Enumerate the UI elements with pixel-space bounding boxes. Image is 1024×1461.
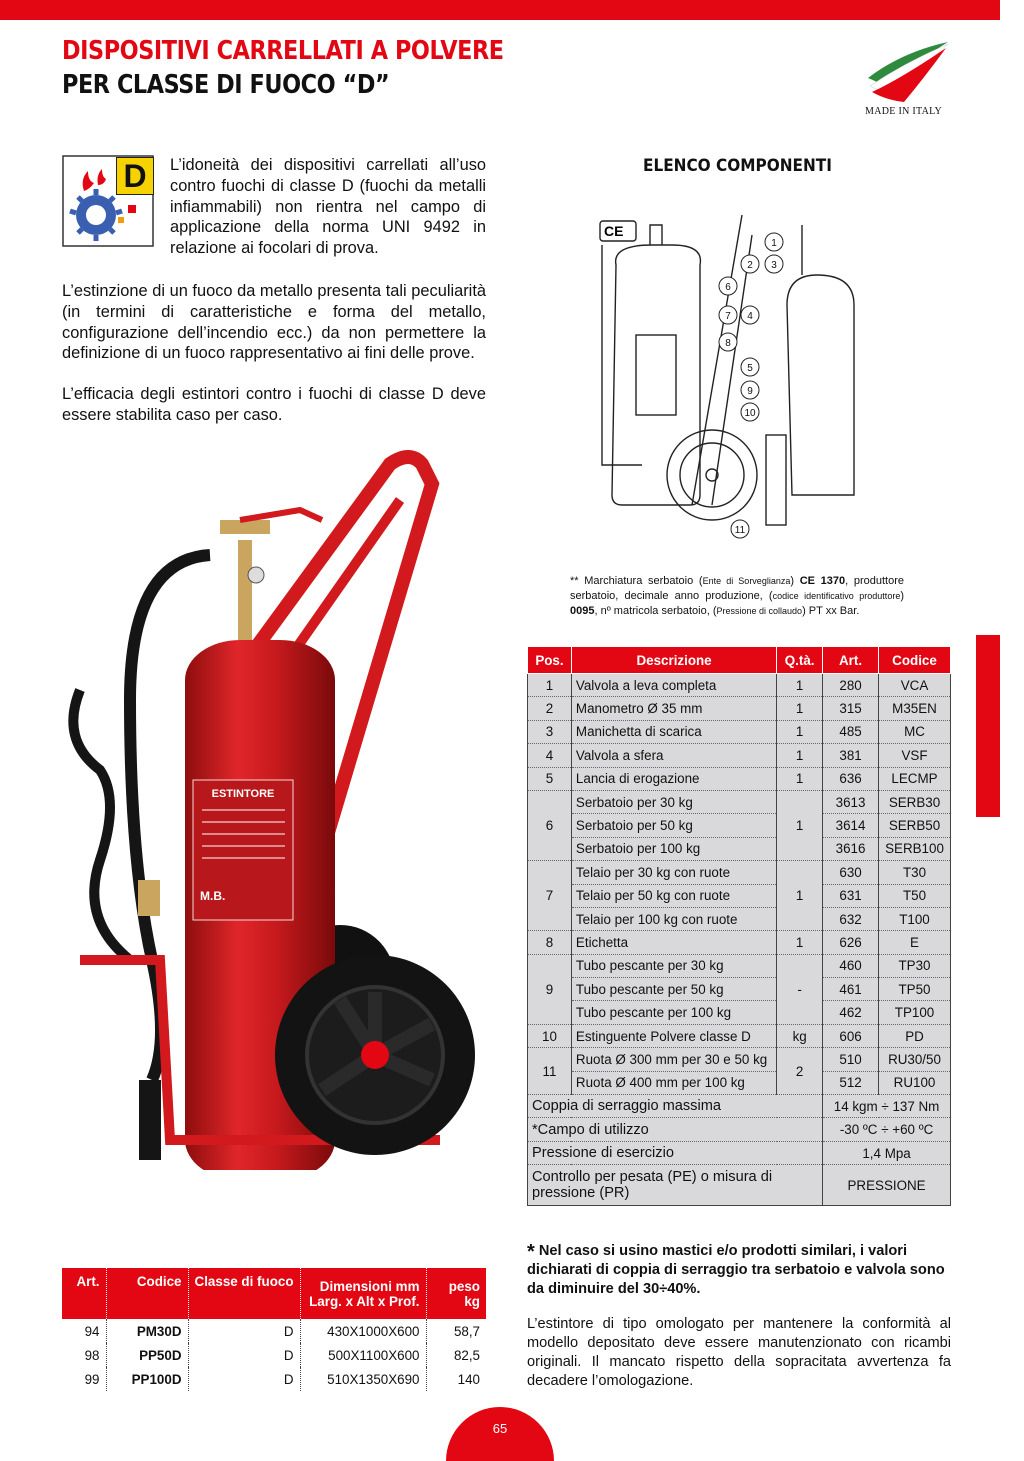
components-table xyxy=(527,646,951,1206)
cell-desc: Ruota Ø 300 mm per 30 e 50 kg xyxy=(571,1048,776,1071)
col-dimensioni xyxy=(300,1268,426,1319)
cell-pos: 1 xyxy=(528,674,572,697)
cell-pos: 7 xyxy=(528,861,572,931)
cell-art: 99 xyxy=(84,1371,100,1387)
callout-11: 11 xyxy=(734,525,746,536)
cell-code: TP30 xyxy=(879,954,951,977)
spec-label: Pressione di esercizio xyxy=(528,1141,823,1164)
cell-pos: 5 xyxy=(528,767,572,790)
callout-8: 8 xyxy=(725,338,731,349)
note-bold: 0095 xyxy=(570,605,595,617)
callout-2: 2 xyxy=(747,260,753,271)
cell-art: 636 xyxy=(823,767,879,790)
table-row xyxy=(528,907,951,930)
cell-desc: Valvola a leva completa xyxy=(571,674,776,697)
cell-desc: Lancia di erogazione xyxy=(571,767,776,790)
cell-code: E xyxy=(879,931,951,954)
table-row xyxy=(528,1048,951,1071)
table-row xyxy=(528,1071,951,1094)
col-qta: Q.tà. xyxy=(777,647,823,674)
components-diagram xyxy=(592,205,864,545)
note-text: ) xyxy=(900,590,904,602)
label-title: ESTINTORE xyxy=(211,788,275,800)
spec-value: -30 ºC ÷ +60 ºC xyxy=(823,1118,951,1141)
spec-label: *Campo di utilizzo xyxy=(528,1118,823,1141)
cell-peso: 82,5 xyxy=(426,1343,486,1367)
cell-desc: Estinguente Polvere classe D xyxy=(571,1024,776,1047)
note-text: , produttore serbatoio, decimale anno produzione, ( xyxy=(570,575,904,602)
cell-desc: Tubo pescante per 50 kg xyxy=(571,978,776,1001)
table-row xyxy=(528,1024,951,1047)
cell-qty: 1 xyxy=(777,790,823,860)
table-row xyxy=(62,1343,486,1367)
cell-art: 510 xyxy=(823,1048,879,1071)
cell-dim: 510X1350X690 xyxy=(300,1367,426,1391)
note-text: ) PT xx Bar. xyxy=(802,605,860,617)
table-row xyxy=(62,1367,486,1391)
table-row xyxy=(528,814,951,837)
intro-paragraph-2: L’estinzione di un fuoco da metallo presenta tali peculiarità (in termini di caratteristiche e forma del metallo, configurazione dell’incendio ecc.) da non permettere la definizione di un fuoco rappresentativo ai fini delle prove. xyxy=(62,282,486,363)
class-d-icon xyxy=(62,155,154,247)
spec-row xyxy=(528,1165,951,1206)
table-row xyxy=(528,861,951,884)
cell-desc: Telaio per 100 kg con ruote xyxy=(571,907,776,930)
cell-qty: 1 xyxy=(777,767,823,790)
table-row xyxy=(528,697,951,720)
table-row xyxy=(528,720,951,743)
note-small-text: Pressione di collaudo xyxy=(716,606,803,616)
cell-desc: Serbatoio per 100 kg xyxy=(571,837,776,860)
cell-code: RU100 xyxy=(879,1071,951,1094)
cell-codice: PP50D xyxy=(106,1343,188,1367)
extinguisher-photo xyxy=(60,440,500,1170)
col-art: Art. xyxy=(62,1268,106,1319)
cell-art: 315 xyxy=(823,697,879,720)
cell-pos: 3 xyxy=(528,720,572,743)
callout-7: 7 xyxy=(725,311,731,322)
cell-art: 632 xyxy=(823,907,879,930)
cell-art: 630 xyxy=(823,861,879,884)
cell-desc: Manichetta di scarica xyxy=(571,720,776,743)
cell-art: 462 xyxy=(823,1001,879,1024)
cell-desc: Etichetta xyxy=(571,931,776,954)
ce-mark: CE xyxy=(604,223,624,239)
cell-code: VCA xyxy=(879,674,951,697)
col-peso xyxy=(426,1268,486,1319)
homologation-note: L’estintore di tipo omologato per mantenere la conformità al modello depositato deve essere manutenzionato con ricambi originali. Il mancato rispetto della sopracitata avvertenza fa decadere l’omologazione. xyxy=(527,1316,951,1389)
class-d-letter: D xyxy=(116,157,154,195)
callout-1: 1 xyxy=(771,238,777,249)
cell-desc: Telaio per 30 kg con ruote xyxy=(571,861,776,884)
cell-qty: kg xyxy=(777,1024,823,1047)
cell-code: RU30/50 xyxy=(879,1048,951,1071)
page-number-tab xyxy=(446,1407,554,1461)
table-row xyxy=(528,954,951,977)
note-bold: 1370 xyxy=(814,575,846,587)
diagram-title: ELENCO COMPONENTI xyxy=(643,156,832,176)
spec-value: 1,4 Mpa xyxy=(823,1141,951,1164)
callout-6: 6 xyxy=(725,282,731,293)
note-text: , nº matricola serbatoio, ( xyxy=(594,605,717,617)
col-codice: Codice xyxy=(106,1268,188,1319)
table-row xyxy=(528,674,951,697)
col-art: Art. xyxy=(823,647,879,674)
cell-art: 94 xyxy=(84,1323,100,1339)
note-text: Marchiatura serbatoio ( xyxy=(578,575,703,587)
cell-code: TP100 xyxy=(879,1001,951,1024)
cell-code: SERB30 xyxy=(879,790,951,813)
cell-desc: Ruota Ø 400 mm per 100 kg xyxy=(571,1071,776,1094)
cell-peso: 140 xyxy=(426,1367,486,1391)
intro-paragraph-1: L’idoneità dei dispositivi carrellati all’uso contro fuochi di classe D (fuochi da metalli infiammabili) non rientra nel campo di applicazione della norma UNI 9492 in relazione ai focolari di prova. xyxy=(170,156,486,258)
cell-code: PD xyxy=(879,1024,951,1047)
cell-art: 606 xyxy=(823,1024,879,1047)
cell-pos: 10 xyxy=(528,1024,572,1047)
cell-code: LECMP xyxy=(879,767,951,790)
spec-value: PRESSIONE xyxy=(823,1165,951,1206)
note-small-text: Ente di Sorveglianza xyxy=(702,576,791,586)
cell-art: 3613 xyxy=(823,790,879,813)
cell-pos: 6 xyxy=(528,790,572,860)
cell-desc: Telaio per 50 kg con ruote xyxy=(571,884,776,907)
cell-qty: 1 xyxy=(777,674,823,697)
spec-value: 14 kgm ÷ 137 Nm xyxy=(823,1095,951,1118)
table-row xyxy=(528,931,951,954)
cell-qty: 1 xyxy=(777,931,823,954)
cell-art: 280 xyxy=(823,674,879,697)
col-pos: Pos. xyxy=(528,647,572,674)
cell-qty: 1 xyxy=(777,861,823,931)
cell-code: MC xyxy=(879,720,951,743)
cell-pos: 9 xyxy=(528,954,572,1024)
dim-header-line2: Larg. x Alt x Prof. xyxy=(309,1293,420,1309)
cell-art: 3614 xyxy=(823,814,879,837)
table-row xyxy=(528,744,951,767)
dim-header-line1: Dimensioni mm xyxy=(319,1278,420,1294)
table-row xyxy=(528,767,951,790)
cell-qty: 1 xyxy=(777,697,823,720)
cell-art: 381 xyxy=(823,744,879,767)
callout-5: 5 xyxy=(747,363,753,374)
note-ce-mark: CE xyxy=(799,575,815,587)
table-row xyxy=(528,790,951,813)
table-row xyxy=(528,978,951,1001)
peso-header-line2: kg xyxy=(464,1293,480,1309)
cell-code: VSF xyxy=(879,744,951,767)
top-red-bar xyxy=(0,0,1000,20)
callout-4: 4 xyxy=(747,311,753,322)
spec-row xyxy=(528,1141,951,1164)
page-title: DISPOSITIVI CARRELLATI A POLVERE xyxy=(62,36,504,66)
cell-code: T30 xyxy=(879,861,951,884)
callout-3: 3 xyxy=(771,260,777,271)
cell-art: 631 xyxy=(823,884,879,907)
cell-dim: 430X1000X600 xyxy=(300,1319,426,1343)
cell-qty: 1 xyxy=(777,720,823,743)
callout-9: 9 xyxy=(747,386,753,397)
cell-art: 3616 xyxy=(823,837,879,860)
table-row xyxy=(528,837,951,860)
col-classe: Classe di fuoco xyxy=(188,1268,300,1319)
spec-row xyxy=(528,1118,951,1141)
torque-footnote xyxy=(527,1240,951,1299)
note-text: ) xyxy=(790,575,800,587)
cell-code: T100 xyxy=(879,907,951,930)
note-small-text: codice identificativo produttore xyxy=(772,591,901,601)
cell-code: SERB100 xyxy=(879,837,951,860)
marking-note xyxy=(570,574,904,619)
cell-desc: Valvola a sfera xyxy=(571,744,776,767)
cell-pos: 8 xyxy=(528,931,572,954)
cell-pos: 4 xyxy=(528,744,572,767)
spec-label: Coppia di serraggio massima xyxy=(528,1095,823,1118)
cell-pos: 2 xyxy=(528,697,572,720)
page-subtitle: PER CLASSE DI FUOCO “D” xyxy=(62,70,390,100)
callout-10: 10 xyxy=(744,408,756,419)
cell-art: 485 xyxy=(823,720,879,743)
cell-art: 461 xyxy=(823,978,879,1001)
made-in-italy: MADE IN ITALY xyxy=(865,106,943,117)
cell-code: M35EN xyxy=(879,697,951,720)
peso-header-line1: peso xyxy=(448,1278,480,1294)
cell-classe: D xyxy=(188,1367,300,1391)
cell-qty: 2 xyxy=(777,1048,823,1095)
cell-classe: D xyxy=(188,1343,300,1367)
cell-art: 512 xyxy=(823,1071,879,1094)
cell-art: 98 xyxy=(84,1347,100,1363)
cell-code: T50 xyxy=(879,884,951,907)
col-codice: Codice xyxy=(879,647,951,674)
cell-desc: Manometro Ø 35 mm xyxy=(571,697,776,720)
cell-code: TP50 xyxy=(879,978,951,1001)
footnote-star: * xyxy=(527,1241,535,1263)
cell-code: SERB50 xyxy=(879,814,951,837)
cell-peso: 58,7 xyxy=(426,1319,486,1343)
note-prefix: ** xyxy=(570,575,579,587)
side-tab xyxy=(976,635,1000,817)
cell-qty: 1 xyxy=(777,744,823,767)
cell-art: 460 xyxy=(823,954,879,977)
cell-codice: PP100D xyxy=(106,1367,188,1391)
cell-codice: PM30D xyxy=(106,1319,188,1343)
table-row xyxy=(62,1319,486,1343)
table-row xyxy=(528,884,951,907)
cell-desc: Tubo pescante per 100 kg xyxy=(571,1001,776,1024)
table-header-row xyxy=(528,647,951,674)
label-brand: M.B. xyxy=(200,889,226,903)
cell-desc: Tubo pescante per 30 kg xyxy=(571,954,776,977)
cell-art: 626 xyxy=(823,931,879,954)
cell-desc: Serbatoio per 50 kg xyxy=(571,814,776,837)
intro-paragraph-3: L’efficacia degli estintori contro i fuochi di classe D deve essere stabilita caso per caso. xyxy=(62,385,486,424)
cell-classe: D xyxy=(188,1319,300,1343)
page-number: 65 xyxy=(492,1421,508,1436)
footnote-text: Nel caso si usino mastici e/o prodotti similari, i valori dichiarati di coppia di serraggio tra serbatoio e valvola sono da diminuire del 30÷40%. xyxy=(527,1243,945,1297)
articles-table xyxy=(62,1268,486,1391)
cell-dim: 500X1100X600 xyxy=(300,1343,426,1367)
cell-desc: Serbatoio per 30 kg xyxy=(571,790,776,813)
cell-pos: 11 xyxy=(528,1048,572,1095)
table-row xyxy=(528,1001,951,1024)
spec-label: Controllo per pesata (PE) o misura di pressione (PR) xyxy=(528,1165,823,1206)
table-header-row xyxy=(62,1268,486,1319)
spec-row xyxy=(528,1095,951,1118)
col-descrizione: Descrizione xyxy=(571,647,776,674)
italy-flag-logo xyxy=(862,38,954,104)
cell-qty: - xyxy=(777,954,823,1024)
